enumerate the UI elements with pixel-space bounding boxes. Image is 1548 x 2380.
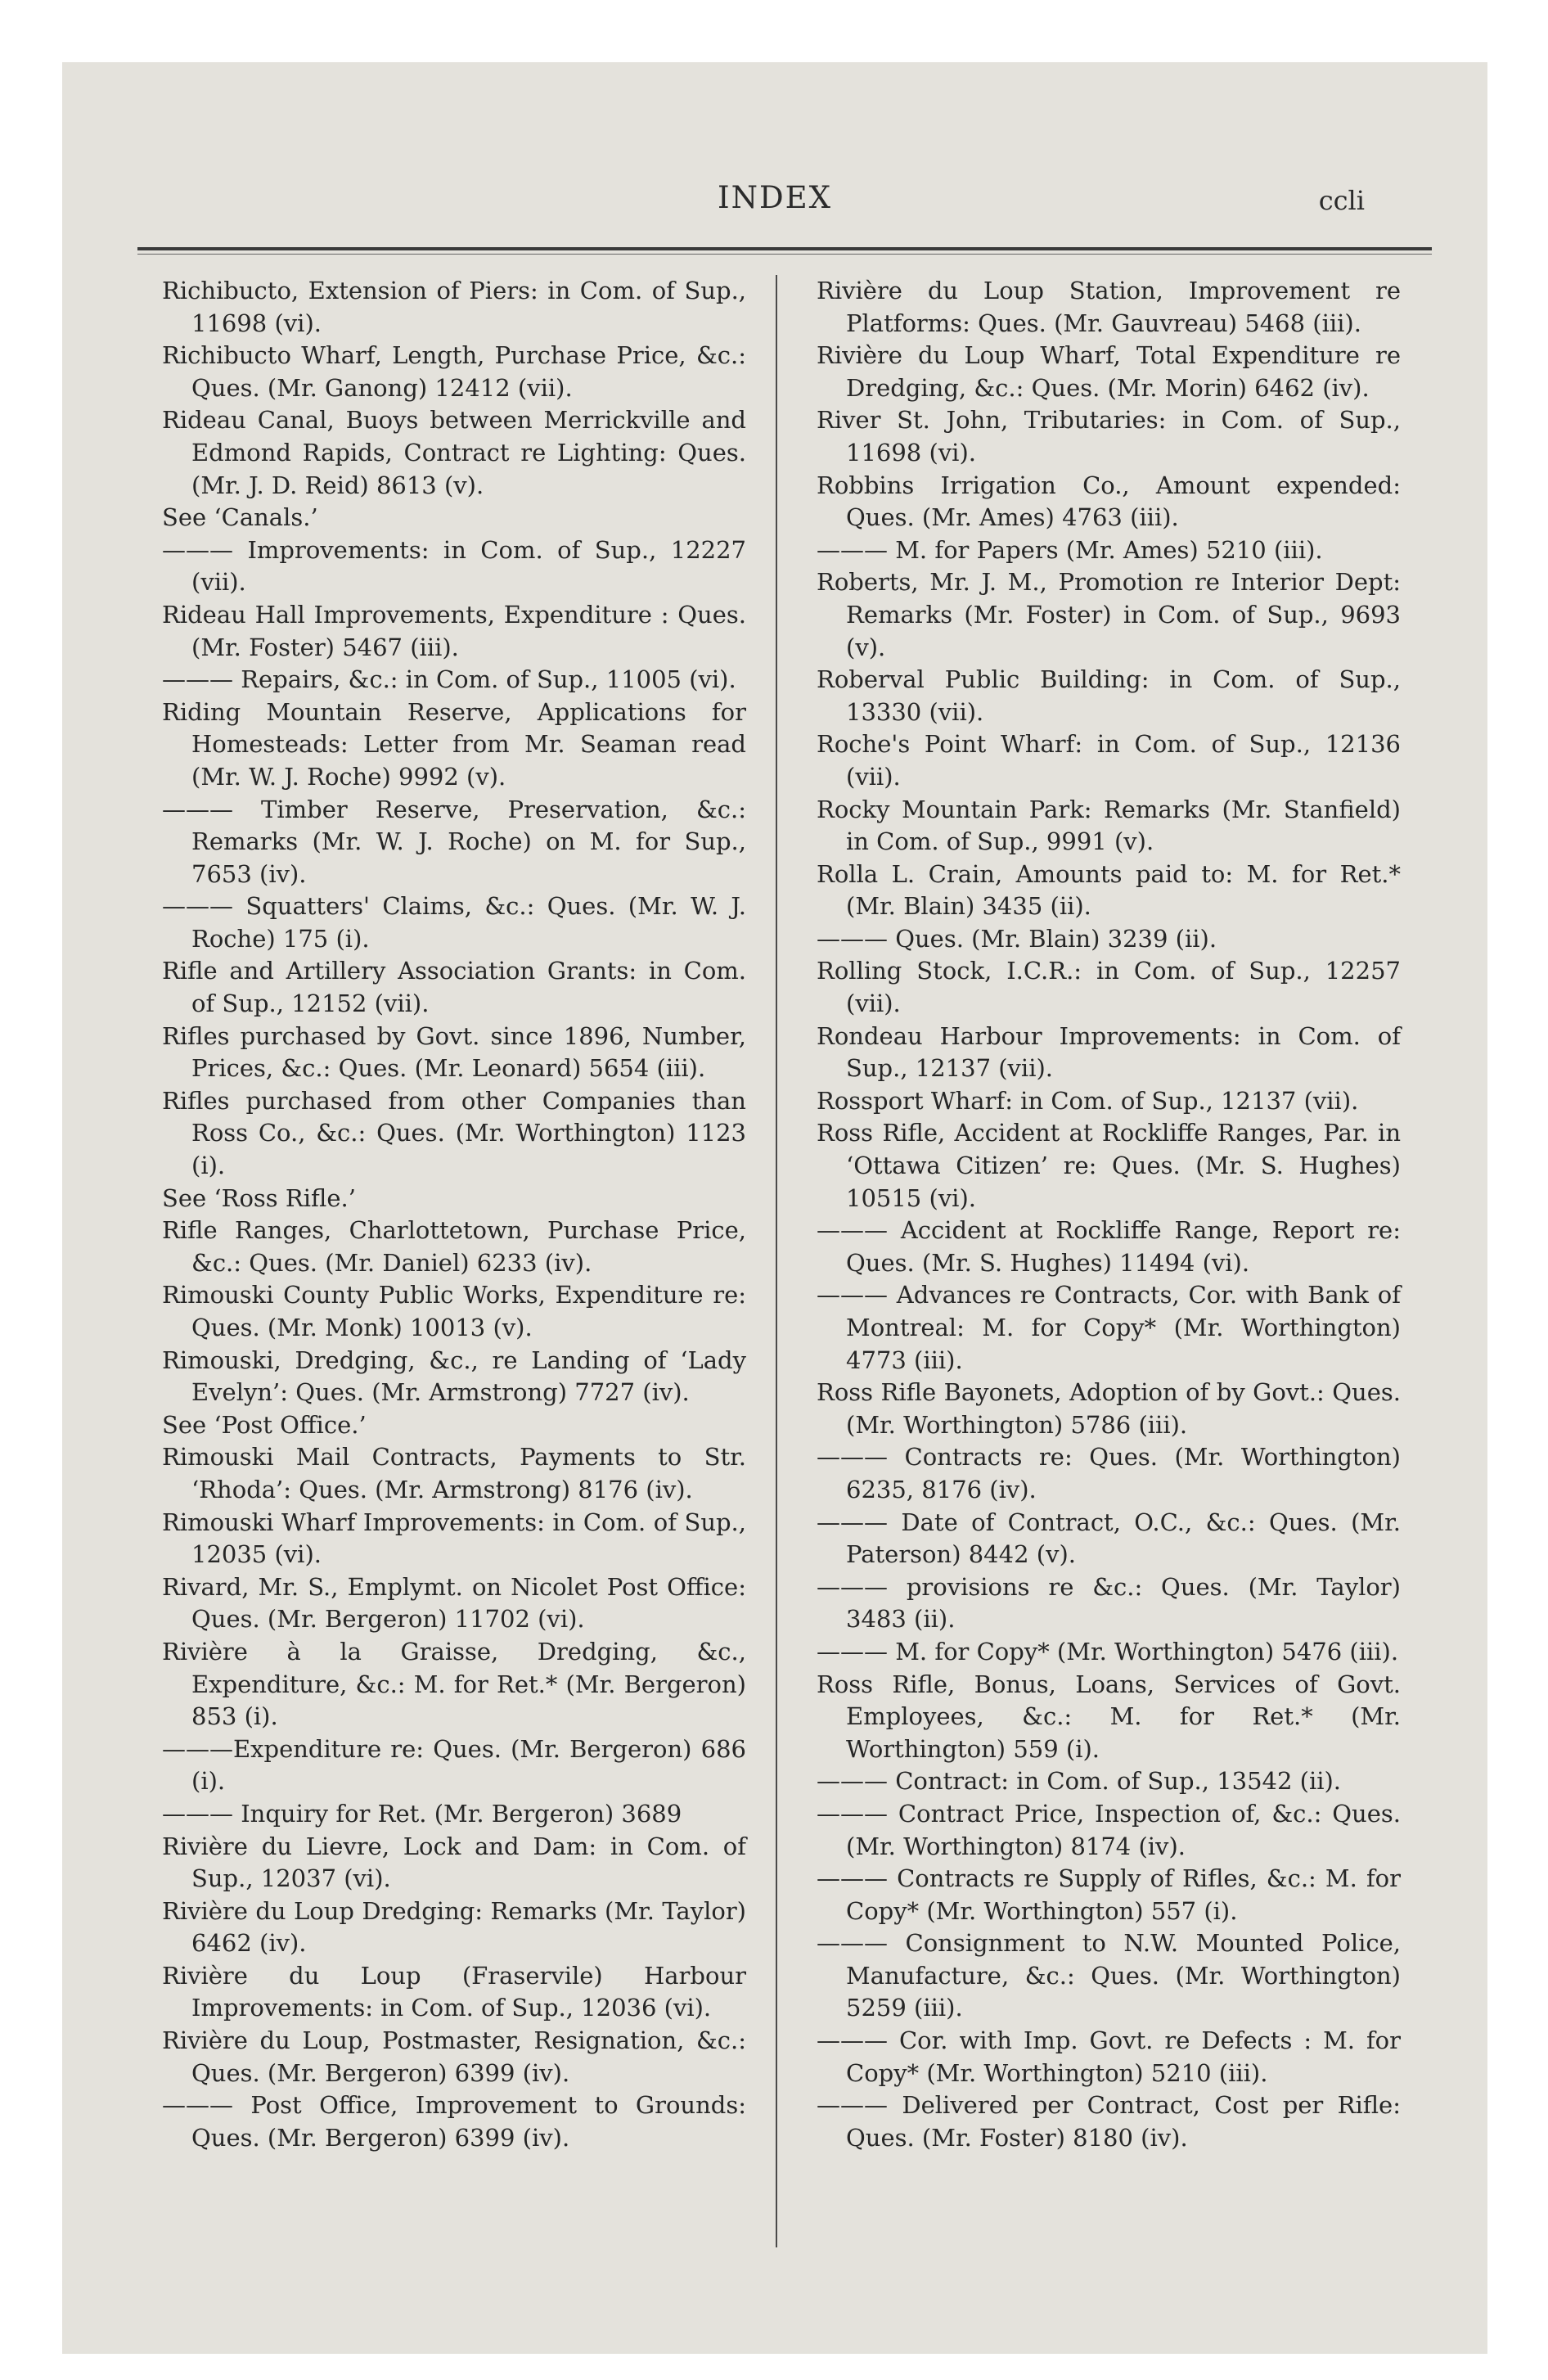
index-entry: Rimouski Wharf Improvements: in Com. of Sup., 12035 (vi). (162, 1508, 754, 1569)
index-entry: Rivière du Loup (Fraservile) Harbour Improvements: in Com. of Sup., 12036 (vi). (162, 1961, 754, 2022)
index-entry: ——— Inquiry for Ret. (Mr. Bergeron) 3689 (162, 1799, 682, 1828)
index-entry: Rimouski, Dredging, &c., re Landing of ‘Lady Evelyn’: Ques. (Mr. Armstrong) 7727 (iv). (162, 1346, 754, 1407)
index-entry: ——— Delivered per Contract, Cost per Rifle: Ques. (Mr. Foster) 8180 (iv). (817, 2091, 1409, 2152)
index-entry: Richibucto Wharf, Length, Purchase Price, &c.: Ques. (Mr. Ganong) 12412 (vii). (162, 341, 754, 402)
index-entry: ——— Squatters' Claims, &c.: Ques. (Mr. W. J. Roche) 175 (i). (162, 892, 754, 953)
index-entry: ——— Accident at Rockliffe Range, Report re: Ques. (Mr. S. Hughes) 11494 (vi). (817, 1216, 1409, 1277)
index-entry: Rivard, Mr. S., Emplymt. on Nicolet Post Office: Ques. (Mr. Bergeron) 11702 (vi). (162, 1572, 754, 1634)
index-entry: Roberval Public Building: in Com. of Sup., 13330 (vii). (817, 665, 1409, 726)
index-entry: Robbins Irrigation Co., Amount expended: Ques. (Mr. Ames) 4763 (iii). (817, 471, 1409, 532)
index-entry: Ross Rifle, Bonus, Loans, Services of Govt. Employees, &c.: M. for Ret.* (Mr. Worthington) 559 (i). (817, 1670, 1409, 1763)
index-entry: Rifle Ranges, Charlottetown, Purchase Price, &c.: Ques. (Mr. Daniel) 6233 (iv). (162, 1216, 754, 1277)
running-title: INDEX (717, 180, 832, 215)
index-entry: Rossport Wharf: in Com. of Sup., 12137 (vii). (817, 1086, 1359, 1115)
index-entry: ——— Contracts re: Ques. (Mr. Worthington) 6235, 8176 (iv). (817, 1443, 1409, 1503)
index-entry: Rifles purchased by Govt. since 1896, Number, Prices, &c.: Ques. (Mr. Leonard) 5654 (iii). (162, 1021, 754, 1083)
index-entry: Rolla L. Crain, Amounts paid to: M. for Ret.* (Mr. Blain) 3435 (ii). (817, 859, 1409, 921)
index-entry: Rivière du Lievre, Lock and Dam: in Com. of Sup., 12037 (vi). (162, 1832, 754, 1893)
index-entry: ——— Advances re Contracts, Cor. with Bank of Montreal: M. for Copy* (Mr. Worthington) 4773 (iii). (817, 1281, 1409, 1374)
header-rule-thin (137, 254, 1432, 255)
index-entry: Ross Rifle Bayonets, Adoption of by Govt.: Ques. (Mr. Worthington) 5786 (iii). (817, 1378, 1409, 1439)
index-entry: ——— Repairs, &c.: in Com. of Sup., 11005 (vi). (162, 665, 736, 694)
index-entry: ——— Timber Reserve, Preservation, &c.: Remarks (Mr. W. J. Roche) on M. for Sup., 7653 (iv). (162, 795, 754, 888)
index-entry: ——— M. for Papers (Mr. Ames) 5210 (iii). (817, 535, 1323, 564)
right-column (817, 275, 1409, 2154)
index-entry: Rivière à la Graisse, Dredging, &c., Expenditure, &c.: M. for Ret.* (Mr. Bergeron) 853 (i). (162, 1637, 754, 1731)
index-entry: ——— Ques. (Mr. Blain) 3239 (ii). (817, 924, 1217, 953)
left-column (162, 275, 754, 2154)
index-entry: Roche's Point Wharf: in Com. of Sup., 12136 (vii). (817, 730, 1409, 791)
index-entry: Rivière du Loup, Postmaster, Resignation, &c.: Ques. (Mr. Bergeron) 6399 (iv). (162, 2026, 754, 2087)
index-entry: Roberts, Mr. J. M., Promotion re Interior Dept: Remarks (Mr. Foster) in Com. of Sup., 9693 (v). (817, 568, 1409, 661)
index-entry: ——— Post Office, Improvement to Grounds: Ques. (Mr. Bergeron) 6399 (iv). (162, 2091, 754, 2152)
index-entry: Rimouski County Public Works, Expenditure re: Ques. (Mr. Monk) 10013 (v). (162, 1281, 754, 1341)
index-entry: Rocky Mountain Park: Remarks (Mr. Stanfield) in Com. of Sup., 9991 (v). (817, 795, 1409, 856)
index-entry: ———Expenditure re: Ques. (Mr. Bergeron) 686 (i). (162, 1734, 754, 1796)
index-entry: ——— Improvements: in Com. of Sup., 12227 (vii). (162, 535, 754, 597)
index-entry: Rideau Hall Improvements, Expenditure : Ques. (Mr. Foster) 5467 (iii). (162, 600, 754, 661)
index-entry: Riding Mountain Reserve, Applications for Homesteads: Letter from Mr. Seaman read (Mr. W. J. Roche) 9992 (v). (162, 697, 754, 791)
index-entry: ——— Contract Price, Inspection of, &c.: Ques. (Mr. Worthington) 8174 (iv). (817, 1799, 1409, 1860)
header-rule (137, 247, 1432, 250)
index-entry: Rivière du Loup Station, Improvement re Platforms: Ques. (Mr. Gauvreau) 5468 (iii). (817, 277, 1409, 337)
index-entry: ——— Consignment to N.W. Mounted Police, Manufacture, &c.: Ques. (Mr. Worthington) 5259 (iii). (817, 1929, 1409, 2022)
index-entry: Rolling Stock, I.C.R.: in Com. of Sup., 12257 (vii). (817, 957, 1409, 1018)
index-entry: See ‘Canals.’ (162, 503, 318, 532)
index-entry: Rimouski Mail Contracts, Payments to Str. ‘Rhoda’: Ques. (Mr. Armstrong) 8176 (iv). (162, 1443, 754, 1503)
index-entry: ——— M. for Copy* (Mr. Worthington) 5476 (iii). (817, 1637, 1399, 1666)
index-entry: See ‘Ross Rifle.’ (162, 1183, 356, 1212)
column-divider (776, 275, 777, 2247)
index-entry: ——— provisions re &c.: Ques. (Mr. Taylor) 3483 (ii). (817, 1572, 1409, 1634)
index-entry: Rideau Canal, Buoys between Merrickville and Edmond Rapids, Contract re Lighting: Ques. (Mr. J. D. Reid) 8613 (v). (162, 406, 754, 499)
page-number: ccli (1318, 185, 1365, 216)
index-entry: ——— Contract: in Com. of Sup., 13542 (ii). (817, 1767, 1342, 1796)
index-entry: ——— Cor. with Imp. Govt. re Defects : M. for Copy* (Mr. Worthington) 5210 (iii). (817, 2026, 1409, 2087)
index-entry: Richibucto, Extension of Piers: in Com. of Sup., 11698 (vi). (162, 277, 754, 337)
index-entry: River St. John, Tributaries: in Com. of Sup., 11698 (vi). (817, 406, 1409, 467)
index-entry: Rondeau Harbour Improvements: in Com. of Sup., 12137 (vii). (817, 1021, 1409, 1083)
index-entry: ——— Date of Contract, O.C., &c.: Ques. (Mr. Paterson) 8442 (v). (817, 1508, 1409, 1569)
index-entry: Ross Rifle, Accident at Rockliffe Ranges, Par. in ‘Ottawa Citizen’ re: Ques. (Mr. S. Hughes) 10515 (vi). (817, 1119, 1409, 1212)
index-entry: Rivière du Loup Wharf, Total Expenditure re Dredging, &c.: Ques. (Mr. Morin) 6462 (iv). (817, 341, 1409, 402)
index-entry: Rifles purchased from other Companies than Ross Co., &c.: Ques. (Mr. Worthington) 1123 (i). (162, 1086, 754, 1180)
index-entry: Rifle and Artillery Association Grants: in Com. of Sup., 12152 (vii). (162, 957, 754, 1018)
index-entry: Rivière du Loup Dredging: Remarks (Mr. Taylor) 6462 (iv). (162, 1896, 754, 1958)
index-page (62, 62, 1487, 2354)
index-entry: See ‘Post Office.’ (162, 1410, 367, 1439)
index-entry: ——— Contracts re Supply of Rifles, &c.: M. for Copy* (Mr. Worthington) 557 (i). (817, 1864, 1409, 1925)
